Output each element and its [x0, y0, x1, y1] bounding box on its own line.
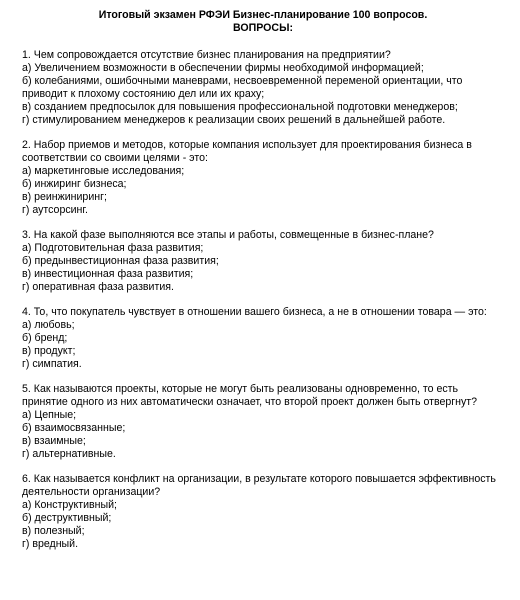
answer-option: б) предынвестиционная фаза развития;: [22, 255, 219, 267]
question-text: 1. Чем сопровождается отсутствие бизнес планирования на предприятии?: [22, 49, 391, 61]
answer-option: г) альтернативные.: [22, 448, 116, 460]
answer-option: в) реинжиниринг;: [22, 191, 107, 203]
question-5: [22, 383, 504, 461]
answer-option: а) Увеличением возможности в обеспечении фирмы необходимой информацией;: [22, 62, 424, 74]
answer-option: в) продукт;: [22, 345, 76, 357]
question-text: 5. Как называются проекты, которые не могут быть реализованы одновременно, то есть принятие одного из них автоматически означает, что второй проект должен быть отвергнут?: [22, 383, 478, 408]
question-text: 6. Как называется конфликт на организации, в результате которого повышается эффективность деятельности организации?: [22, 473, 496, 498]
document-subtitle: ВОПРОСЫ:: [233, 22, 293, 34]
document-header: [22, 9, 504, 35]
question-1: [22, 49, 504, 127]
answer-option: а) любовь;: [22, 319, 75, 331]
answer-option: а) Подготовительная фаза развития;: [22, 242, 204, 254]
answer-option: а) Конструктивный;: [22, 499, 117, 511]
question-4: [22, 306, 504, 371]
document-title: Итоговый экзамен РФЭИ Бизнес-планирование 100 вопросов.: [98, 9, 428, 21]
question-text: 3. На какой фазе выполняются все этапы и работы, совмещенные в бизнес-плане?: [22, 229, 434, 241]
answer-option: г) вредный.: [22, 538, 79, 550]
answer-option: б) бренд;: [22, 332, 68, 344]
answer-option: б) инжиринг бизнеса;: [22, 178, 127, 190]
answer-option: г) симпатия.: [22, 358, 82, 370]
answer-option: б) деструктивный;: [22, 512, 112, 524]
answer-option: г) аутсорсинг.: [22, 204, 88, 216]
question-2: [22, 139, 504, 217]
answer-option: в) взаимные;: [22, 435, 86, 447]
answer-option: в) созданием предпосылок для повышения профессиональной подготовки менеджеров;: [22, 101, 458, 113]
question-6: [22, 473, 504, 551]
answer-option: б) взаимосвязанные;: [22, 422, 126, 434]
question-3: [22, 229, 504, 294]
answer-option: б) колебаниями, ошибочными маневрами, несвоевременной переменой ориентации, что приводит к плохому состоянию дел или их краху;: [22, 75, 463, 100]
answer-option: г) стимулированием менеджеров к реализации своих решений в дальнейшей работе.: [22, 114, 446, 126]
question-text: 2. Набор приемов и методов, которые компания использует для проектирования бизнеса в соответствии со своими целями - это:: [22, 139, 472, 164]
answer-option: а) Цепные;: [22, 409, 77, 421]
answer-option: в) инвестиционная фаза развития;: [22, 268, 194, 280]
answer-option: в) полезный;: [22, 525, 85, 537]
answer-option: а) маркетинговые исследования;: [22, 165, 185, 177]
answer-option: г) оперативная фаза развития.: [22, 281, 174, 293]
question-text: 4. То, что покупатель чувствует в отношении вашего бизнеса, а не в отношении товара — это:: [22, 306, 487, 318]
